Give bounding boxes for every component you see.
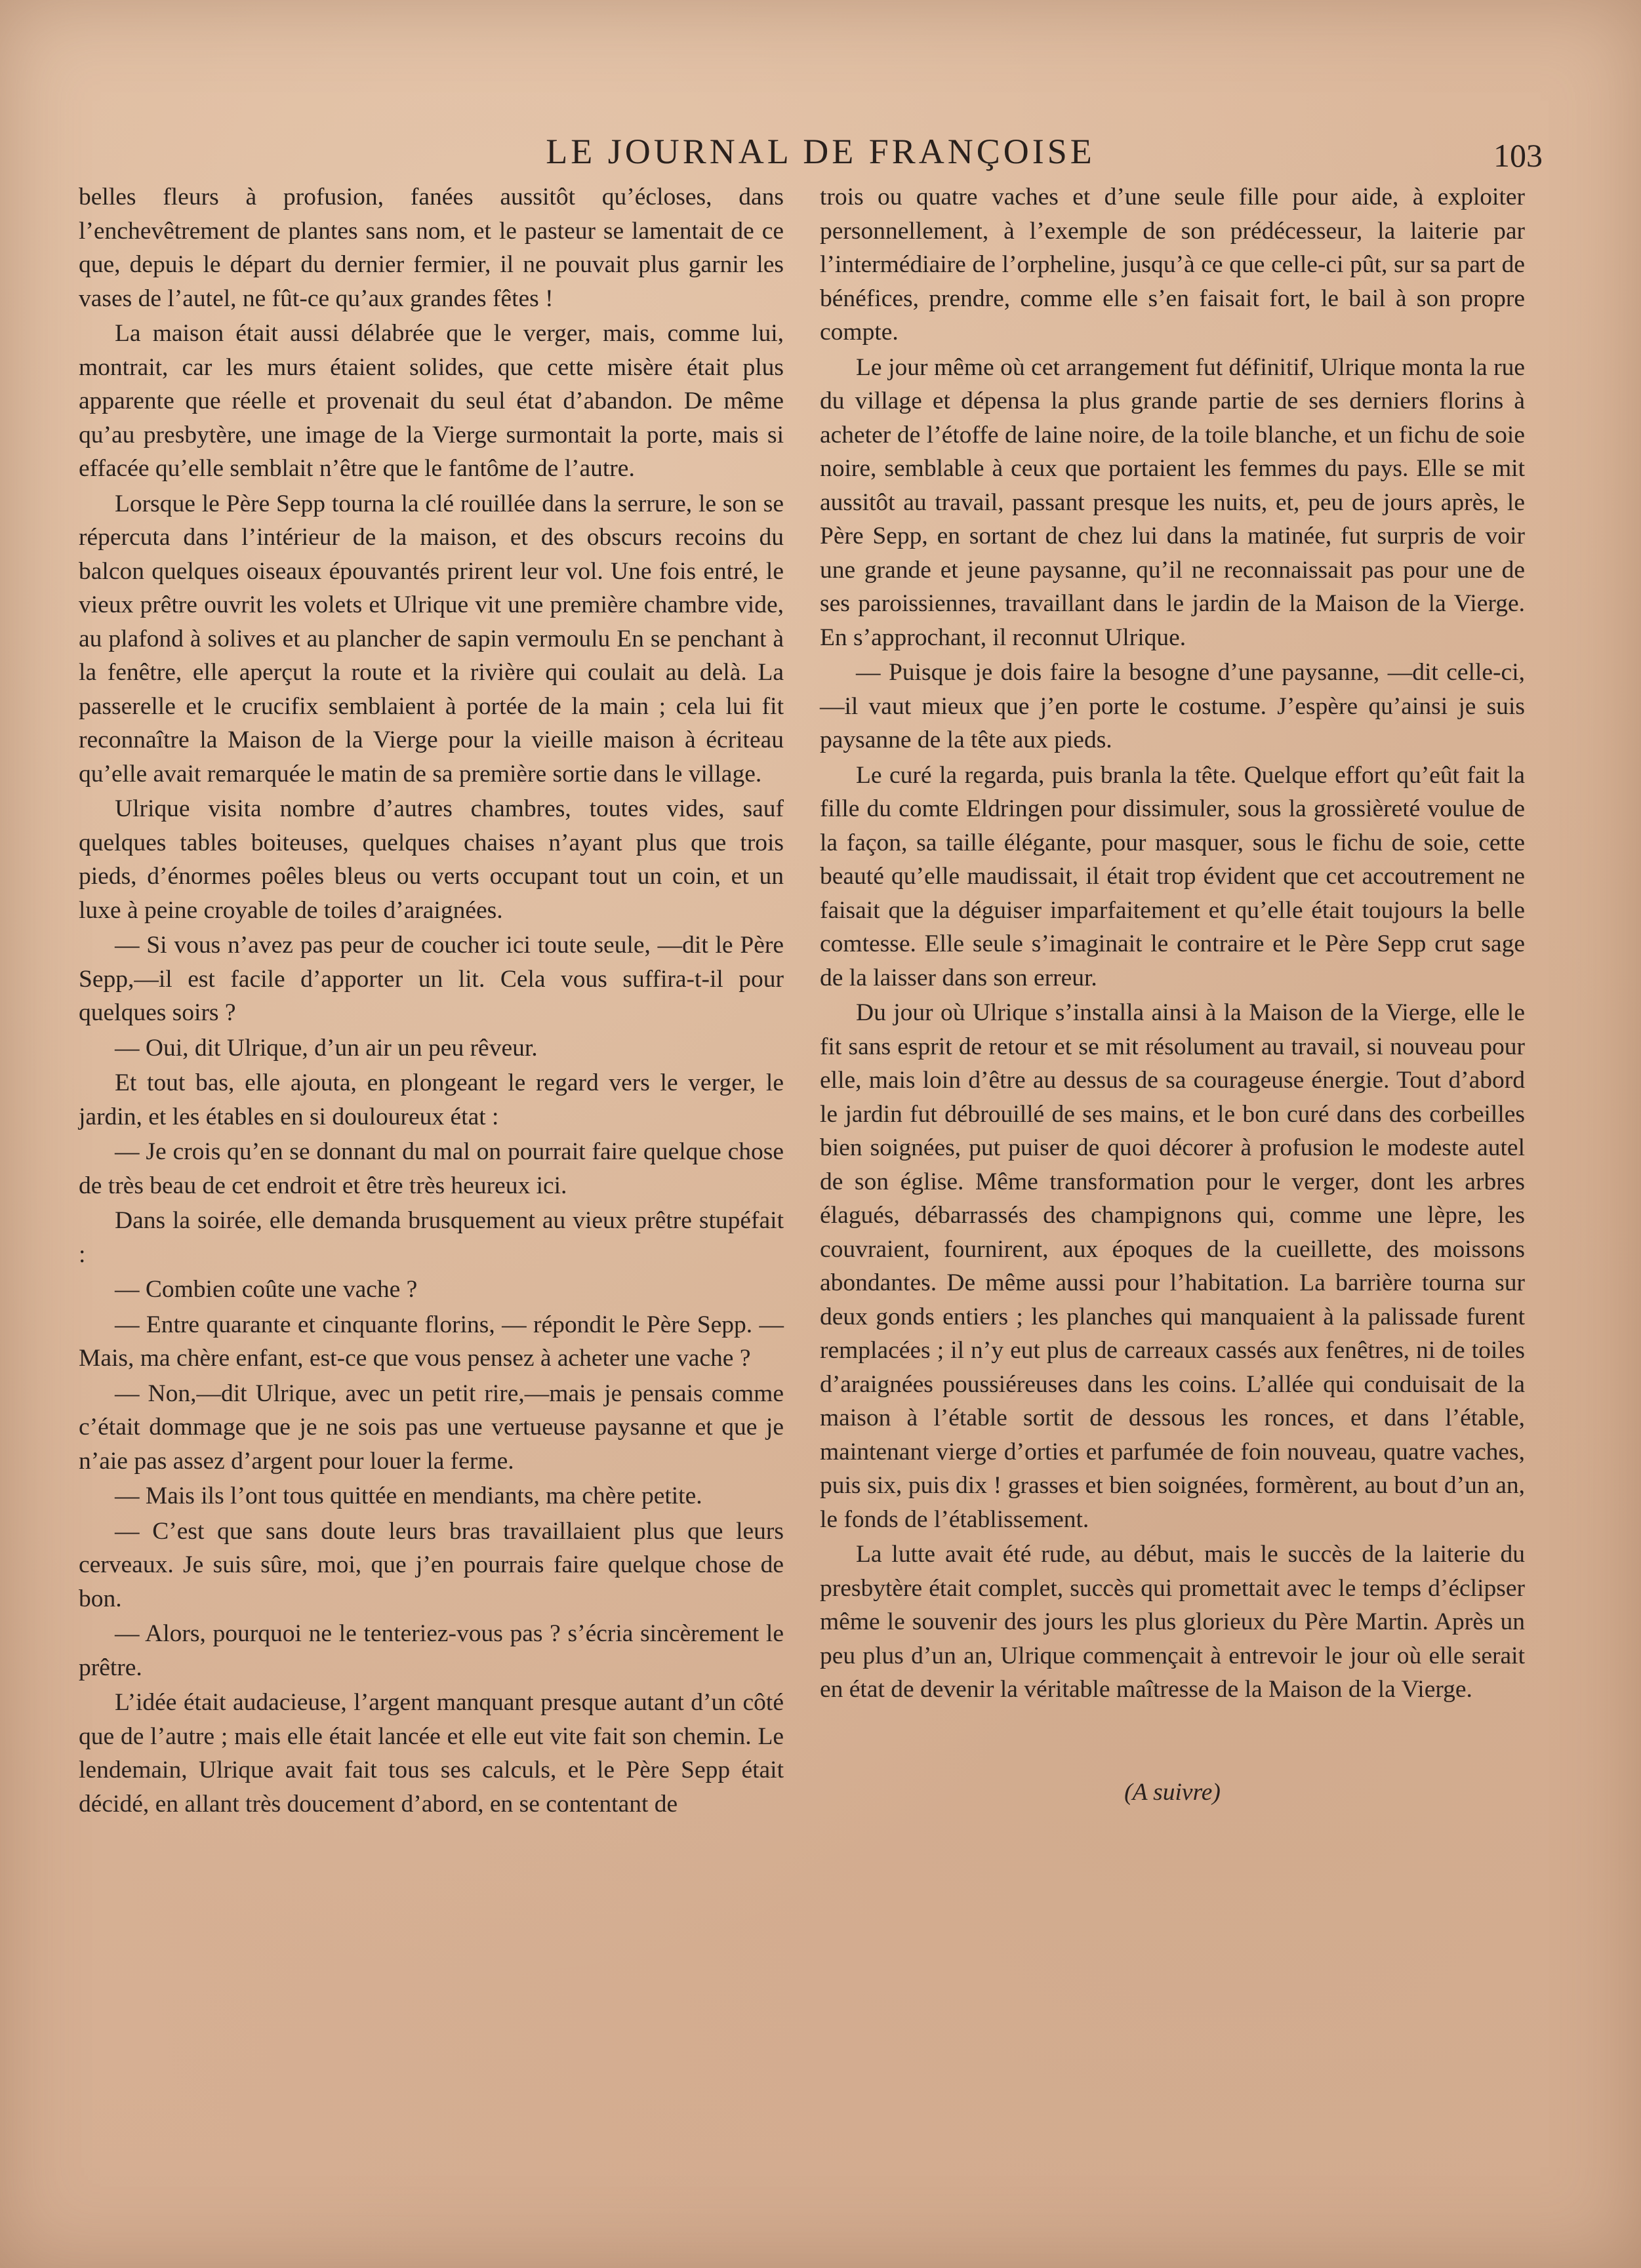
paragraph: Dans la soirée, elle demanda brusquement au vieux prêtre stupéfait : [79,1207,784,1268]
paragraph: La lutte avait été rude, au début, mais le succès de la laiterie du presbytère était complet, succès qui promettait avec le temps d’éclipser même le souvenir des jours les plus glorieux du Père Martin. Après un peu plus d’un an, Ulrique commençait à entrevoir le jour où elle serait en état de devenir la véritable maîtresse de la Maison de la Vierge. [820,1541,1525,1703]
dialogue-paragraph: — Alors, pourquoi ne le tenteriez-vous pas ? s’écria sincèrement le prêtre. [79,1620,784,1681]
dialogue-paragraph: — Je crois qu’en se donnant du mal on pourrait faire quelque chose de très beau de cet endroit et être très heureux ici. [79,1138,784,1199]
paragraph: Le jour même où cet arrangement fut définitif, Ulrique monta la rue du village et dépensa la plus grande partie de ses derniers florins à acheter de l’étoffe de laine noire, de la toile blanche, et un fichu de soie noire, semblable à ceux que portaient les femmes du pays. Elle se mit aussitôt au travail, passant presque les nuits, et, peu de jours après, le Père Sepp, en sortant de chez lui dans la matinée, fut surpris de voir une grande et jeune paysanne, qu’il ne reconnaissait pas pour une de ses paroissiennes, travaillant dans le jardin de la Maison de la Vierge. En s’approchant, il reconnut Ulrique. [820,353,1525,651]
dialogue-paragraph: — Non,—dit Ulrique, avec un petit rire,—mais je pensais comme c’était dommage que je ne sois pas une vertueuse paysanne et que je n’aie pas assez d’argent pour louer la ferme. [79,1380,784,1475]
paragraph: Et tout bas, elle ajouta, en plongeant le regard vers le verger, le jardin, et les étables en si douloureux état : [79,1069,784,1130]
left-column [79,180,784,1821]
right-column [820,180,1525,1809]
page-header [72,125,1569,177]
dialogue-paragraph: — Entre quarante et cinquante florins, — répondit le Père Sepp. — Mais, ma chère enfant, est-ce que vous pensez à acheter une vache ? [79,1311,784,1372]
paragraph: Lorsque le Père Sepp tourna la clé rouillée dans la serrure, le son se répercuta dans l’intérieur de la maison, et des obscurs recoins du balcon quelques oiseaux épouvantés prirent leur vol. Une fois entré, le vieux prêtre ouvrit les volets et Ulrique vit une première chambre vide, au plafond à solives et au plancher de sapin vermoulu En se penchant à la fenêtre, elle aperçut la route et la rivière qui coulait au delà. La passerelle et le crucifix semblaient à portée de la main ; cela lui fit reconnaître la Maison de la Vierge pour la vieille maison à écriteau qu’elle avait remarquée le matin de sa première sortie dans le village. [79,490,784,787]
dialogue-paragraph: — C’est que sans doute leurs bras travaillaient plus que leurs cerveaux. Je suis sûre, moi, que j’en pourrais faire quelque chose de bon. [79,1517,784,1612]
dialogue-paragraph: — Combien coûte une vache ? [115,1276,418,1303]
paragraph: La maison était aussi délabrée que le verger, mais, comme lui, montrait, car les murs étaient solides, que cette misère était plus apparente que réelle et provenait du seul état d’abandon. De même qu’au presbytère, une image de la Vierge surmontait la porte, mais si effacée qu’elle semblait n’être que le fantôme de l’autre. [79,320,784,482]
dialogue-paragraph: — Oui, dit Ulrique, d’un air un peu rêveur. [115,1034,538,1062]
page-number: 103 [1493,137,1543,174]
dialogue-paragraph: — Puisque je dois faire la besogne d’une paysanne, —dit celle-ci,—il vaut mieux que j’en porte le costume. J’espère qu’ainsi je suis paysanne de la tête aux pieds. [820,659,1525,753]
paragraph: L’idée était audacieuse, l’argent manquant presque autant d’un côté que de l’autre ; mais elle était lancée et elle eut vite fait son chemin. Le lendemain, Ulrique avait fait tous ses calculs, et le Père Sepp était décidé, en allant très doucement d’abord, en se contentant de [79,1689,784,1818]
paragraph: Le curé la regarda, puis branla la tête. Quelque effort qu’eût fait la fille du comte Eldringen pour dissimuler, sous la grossièreté voulue de la façon, sa taille élégante, pour masquer, sous le fichu de soie, cette beauté qu’elle maudissait, il était trop évident que cet accoutrement ne faisait que la déguiser imparfaitement et qu’elle était toujours la belle comtesse. Elle seule s’imaginait le contraire et le Père Sepp crut sage de la laisser dans son erreur. [820,761,1525,991]
paragraph: belles fleurs à profusion, fanées aussitôt qu’écloses, dans l’enchevêtrement de plantes sans nom, et le pasteur se lamentait de ce que, depuis le départ du dernier fermier, il ne pouvait plus garnir les vases de l’autel, ne fût-ce qu’aux grandes fêtes ! [79,184,784,312]
dialogue-paragraph: — Mais ils l’ont tous quittée en mendiants, ma chère petite. [115,1482,702,1509]
paragraph: Du jour où Ulrique s’installa ainsi à la Maison de la Vierge, elle le fit sans esprit de retour et se mit résolument au travail, si nouveau pour elle, mais loin d’être au dessus de sa courageuse énergie. Tout d’abord le jardin fut débrouillé de ses mains, et le bon curé dans des corbeilles bien soignées, put puiser de quoi décorer à profusion le modeste autel de son église. Même transformation pour le verger, dont les arbres élagués, débarrassés des champignons qui, comme une lèpre, les couvraient, fournirent, aux époques de la cueillette, des moissons abondantes. De même aussi pour l’habitation. La barrière tourna sur deux gonds entiers ; les planches qui manquaient à la palissade furent remplacées ; il n’y eut plus de carreaux cassés aux fenêtres, ni de toiles d’araignées poussiéreuses dans les coins. L’allée qui conduisait de la maison à l’étable sortit de dessous les ronces, et dans l’étable, maintenant vierge d’orties et parfumée de foin nouveau, quatre vaches, puis six, puis dix ! grasses et bien soignées, formèrent, au bout d’un an, le fonds de l’établissement. [820,999,1525,1533]
paragraph: trois ou quatre vaches et d’une seule fille pour aide, à exploiter personnellement, à l’exemple de son prédécesseur, la laiterie par l’intermédiaire de l’orpheline, jusqu’à ce que celle-ci pût, sur sa part de bénéfices, prendre, comme elle s’en faisait fort, le bail à son propre compte. [820,184,1525,346]
to-be-continued: (A suivre) [1124,1778,1221,1806]
paragraph: Ulrique visita nombre d’autres chambres, toutes vides, sauf quelques tables boiteuses, quelques chaises n’ayant plus que trois pieds, d’énormes poêles bleus ou verts occupant tout un coin, et un luxe à peine croyable de toiles d’araignées. [79,795,784,924]
running-title: LE JOURNAL DE FRANÇOISE [546,132,1095,171]
dialogue-paragraph: — Si vous n’avez pas peur de coucher ici toute seule, —dit le Père Sepp,—il est facile d’apporter un lit. Cela vous suffira-t-il pour quelques soirs ? [79,932,784,1026]
